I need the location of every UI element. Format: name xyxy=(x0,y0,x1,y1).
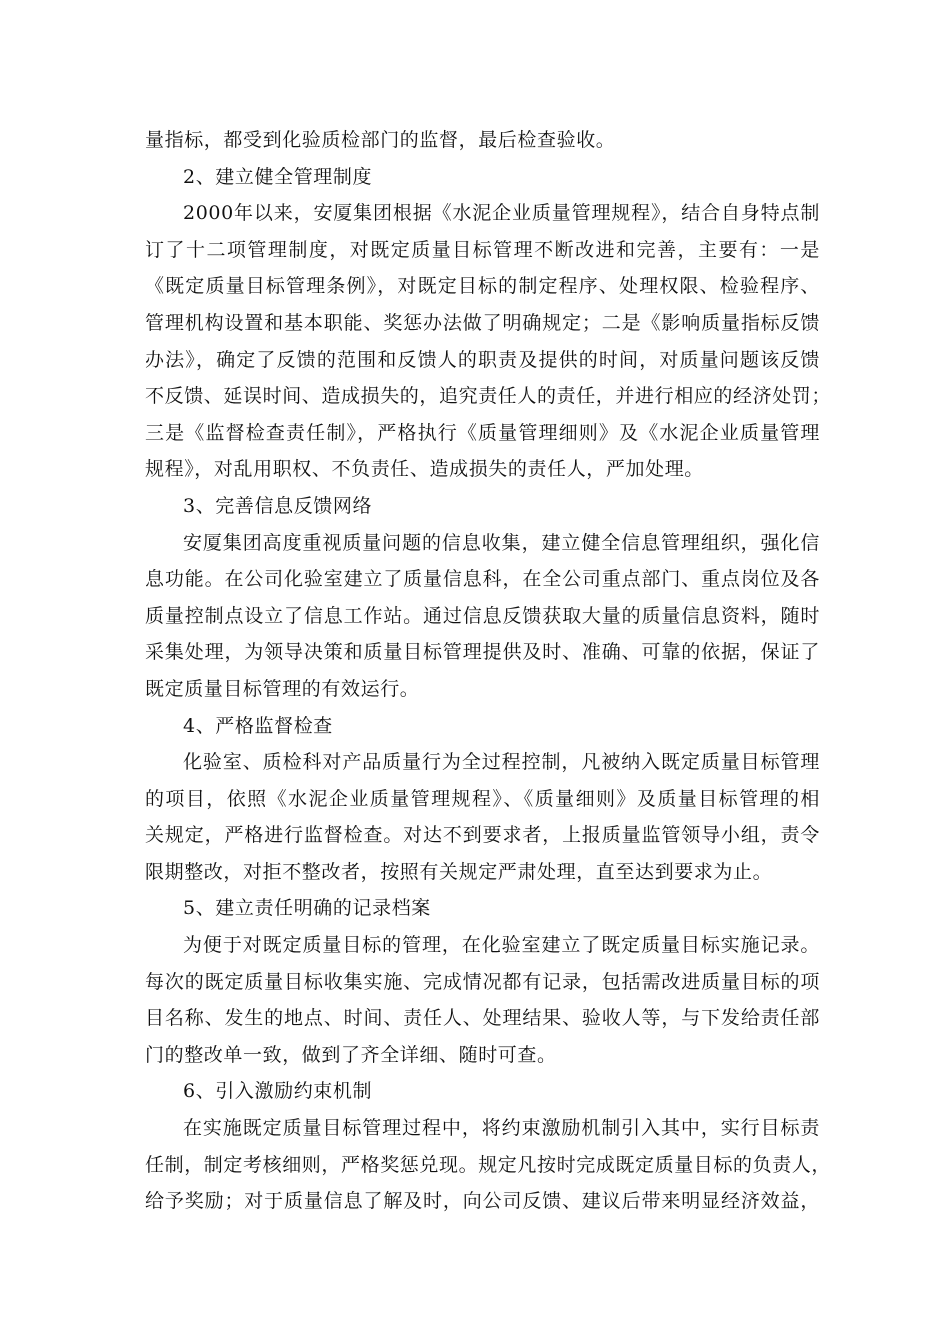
text-line: 5、建立责任明确的记录档案 xyxy=(183,897,431,920)
text-line: 订了十二项管理制度，对既定质量目标管理不断改进和完善，主要有：一是 xyxy=(145,238,820,261)
text-line: 化验室、质检科对产品质量行为全过程控制，凡被纳入既定质量目标管理 xyxy=(183,751,820,774)
text-line: 安厦集团高度重视质量问题的信息收集，建立健全信息管理组织，强化信 xyxy=(183,531,820,554)
text-line: 关规定，严格进行监督检查。对达不到要求者，上报质量监管领导小组，责令 xyxy=(145,824,820,847)
text-line: 息功能。在公司化验室建立了质量信息科，在全公司重点部门、重点岗位及各 xyxy=(145,568,820,591)
text-line: 采集处理，为领导决策和质量目标管理提供及时、准确、可靠的依据，保证了 xyxy=(145,641,820,664)
text-line: 门的整改单一致，做到了齐全详细、随时可查。 xyxy=(145,1043,557,1066)
text-line: 4、严格监督检查 xyxy=(183,714,333,737)
text-line: 目名称、发生的地点、时间、责任人、处理结果、验收人等，与下发给责任部 xyxy=(145,1007,820,1030)
text-line: 2、建立健全管理制度 xyxy=(183,165,373,188)
text-line: 《既定质量目标管理条例》，对既定目标的制定程序、处理权限、检验程序、 xyxy=(145,275,820,298)
text-line: 任制，制定考核细则，严格奖惩兑现。规定凡按时完成既定质量目标的负责人， xyxy=(145,1153,832,1176)
document-body xyxy=(145,122,832,1220)
text-line: 2000年以来，安厦集团根据《水泥企业质量管理规程》，结合自身特点制 xyxy=(183,202,820,225)
text-line: 办法》，确定了反馈的范围和反馈人的职责及提供的时间，对质量问题该反馈 xyxy=(145,348,820,371)
text-line: 管理机构设置和基本职能、奖惩办法做了明确规定；二是《影响质量指标反馈 xyxy=(145,311,820,334)
text-line: 3、完善信息反馈网络 xyxy=(183,494,373,517)
text-line: 的项目，依照《水泥企业质量管理规程》、《质量细则》及质量目标管理的相 xyxy=(145,787,820,810)
text-line: 三是《监督检查责任制》，严格执行《质量管理细则》及《水泥企业质量管理 xyxy=(145,421,820,444)
text-line: 质量控制点设立了信息工作站。通过信息反馈获取大量的质量信息资料，随时 xyxy=(145,604,820,627)
text-line: 6、引入激励约束机制 xyxy=(183,1080,373,1103)
text-line: 每次的既定质量目标收集实施、完成情况都有记录，包括需改进质量目标的项 xyxy=(145,970,820,993)
text-line: 在实施既定质量目标管理过程中，将约束激励机制引入其中，实行目标责 xyxy=(183,1117,820,1140)
text-line: 给予奖励；对于质量信息了解及时，向公司反馈、建议后带来明显经济效益， xyxy=(145,1190,820,1213)
text-line: 为便于对既定质量目标的管理，在化验室建立了既定质量目标实施记录。 xyxy=(183,934,820,957)
text-line: 不反馈、延误时间、造成损失的，追究责任人的责任，并进行相应的经济处罚； xyxy=(145,385,832,408)
text-line: 限期整改，对拒不整改者，按照有关规定严肃处理，直至达到要求为止。 xyxy=(145,860,773,883)
text-line: 量指标，都受到化验质检部门的监督，最后检查验收。 xyxy=(145,129,616,151)
text-line: 规程》，对乱用职权、不负责任、造成损失的责任人，严加处理。 xyxy=(145,458,704,481)
text-line: 既定质量目标管理的有效运行。 xyxy=(145,677,420,700)
